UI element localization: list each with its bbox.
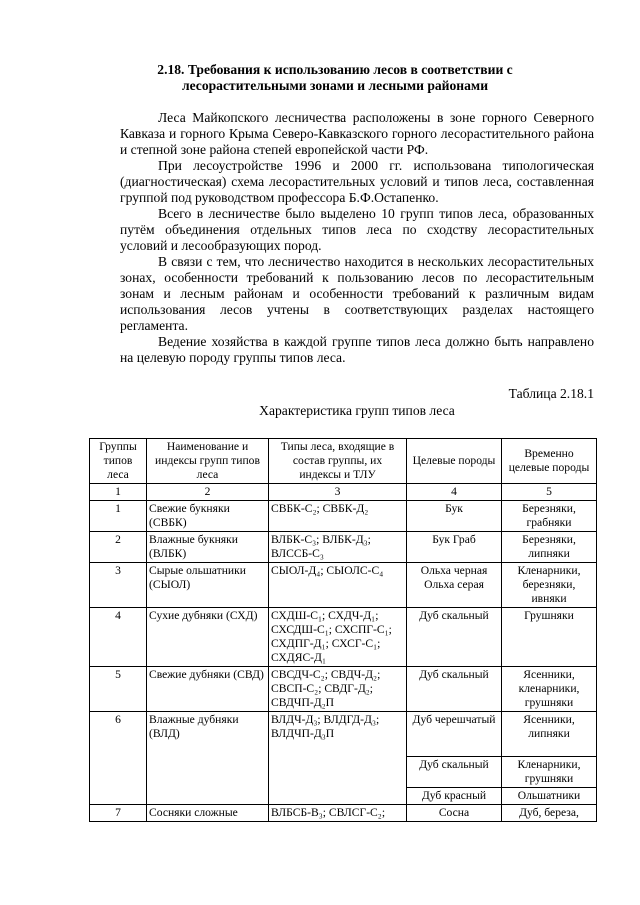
target-species: Бук <box>407 501 502 532</box>
temporary-species: Кленарники, грушняки <box>502 757 597 788</box>
column-header: Группы типов леса <box>90 439 147 484</box>
section-heading <box>100 62 570 94</box>
heading-line-2: лесорастительными зонами и лесными районами <box>181 78 489 93</box>
table-row <box>90 805 597 822</box>
group-types: СЫОЛ-Д₄; СЫОЛС-С₄ <box>269 563 407 608</box>
group-number: 4 <box>90 608 147 667</box>
table-row <box>90 608 597 667</box>
temporary-species: Березняки, липняки <box>502 532 597 563</box>
group-types: СВСДЧ-С₂; СВДЧ-Д₂; СВСП-С₂; СВДГ-Д₂; СВДЧП-Д₂П <box>269 667 407 712</box>
table-row <box>90 712 597 757</box>
group-number: 1 <box>90 501 147 532</box>
table-row <box>90 501 597 532</box>
temporary-species: Кленарники, березняки, ивняки <box>502 563 597 608</box>
group-name: Влажные букняки (ВЛБК) <box>147 532 269 563</box>
group-name: Сосняки сложные <box>147 805 269 822</box>
table-row <box>90 563 597 608</box>
temporary-species: Ясенники, липняки <box>502 712 597 757</box>
table-label: Таблица 2.18.1 <box>508 386 594 401</box>
paragraph: В связи с тем, что лесничество находится в нескольких лесорастительных зонах, особенности требований к пользованию лесов по лесорастительным зонам и лесным районам и особенности требований к различным видам использования лесов учтены в соответствующих разделах настоящего регламента. <box>120 254 594 333</box>
column-header: Целевые породы <box>407 439 502 484</box>
temporary-species: Дуб, береза, <box>502 805 597 822</box>
temporary-species: Грушняки <box>502 608 597 667</box>
table-header-row <box>90 439 597 484</box>
group-number: 5 <box>90 667 147 712</box>
group-types: ВЛБСБ-В₃; СВЛСГ-С₂; <box>269 805 407 822</box>
column-number: 1 <box>90 484 147 501</box>
temporary-species: Ольшатники <box>502 788 597 805</box>
paragraph: Всего в лесничестве было выделено 10 групп типов леса, образованных путём объединения отдельных типов леса по сходству лесорастительных условий и лесообразующих пород. <box>120 206 594 253</box>
group-number: 2 <box>90 532 147 563</box>
group-types: СХДШ-С₁; СХДЧ-Д₁; СХСДШ-С₁; СХСПГ-С₁; СХДПГ-Д₁; СХСГ-С₁; СХДЯС-Д₁ <box>269 608 407 667</box>
group-types: ВЛДЧ-Д₃; ВЛДГД-Д₃; ВЛДЧП-Д₃П <box>269 712 407 805</box>
heading-line-1: 2.18. Требования к использованию лесов в соответствии с <box>157 62 513 77</box>
column-number-row <box>90 484 597 501</box>
column-number: 2 <box>147 484 269 501</box>
column-header: Временно целевые породы <box>502 439 597 484</box>
target-species: Дуб скальный <box>407 608 502 667</box>
column-number: 3 <box>269 484 407 501</box>
column-header: Наименование и индексы групп типов леса <box>147 439 269 484</box>
group-number: 6 <box>90 712 147 805</box>
target-species: Дуб скальный <box>407 667 502 712</box>
forest-types-table <box>89 438 597 822</box>
target-species: Дуб красный <box>407 788 502 805</box>
column-header: Типы леса, входящие в состав группы, их индексы и ТЛУ <box>269 439 407 484</box>
group-types: СВБК-С₂; СВБК-Д₂ <box>269 501 407 532</box>
group-name: Свежие дубняки (СВД) <box>147 667 269 712</box>
target-species: Дуб черешчатый <box>407 712 502 757</box>
group-name: Сухие дубняки (СХД) <box>147 608 269 667</box>
group-number: 7 <box>90 805 147 822</box>
target-species: Дуб скальный <box>407 757 502 788</box>
paragraph: Ведение хозяйства в каждой группе типов леса должно быть направлено на целевую породу группы типов леса. <box>120 334 594 365</box>
target-species: Сосна <box>407 805 502 822</box>
column-number: 4 <box>407 484 502 501</box>
table-row <box>90 532 597 563</box>
temporary-species: Березняки, грабняки <box>502 501 597 532</box>
group-name: Свежие букняки (СВБК) <box>147 501 269 532</box>
group-types: ВЛБК-С₃; ВЛБК-Д₃; ВЛССБ-С₃ <box>269 532 407 563</box>
group-name: Влажные дубняки (ВЛД) <box>147 712 269 805</box>
table-row <box>90 667 597 712</box>
paragraph: Леса Майкопского лесничества расположены в зоне горного Северного Кавказа и горного Крыма Северо-Кавказского горного лесорастительного района и степной зоне района степей европейской части РФ. <box>120 110 594 157</box>
column-number: 5 <box>502 484 597 501</box>
group-number: 3 <box>90 563 147 608</box>
table-caption: Характеристика групп типов леса <box>259 403 455 418</box>
group-name: Сырые ольшатники (СЫОЛ) <box>147 563 269 608</box>
target-species: Бук Граб <box>407 532 502 563</box>
body-text <box>120 110 594 366</box>
target-species: Ольха черная Ольха серая <box>407 563 502 608</box>
temporary-species: Ясенники, кленарники, грушняки <box>502 667 597 712</box>
paragraph: При лесоустройстве 1996 и 2000 гг. использована типологическая (диагностическая) схема лесорастительных условий и типов леса, составленная группой под руководством профессора Б.Ф.Остапенко. <box>120 158 594 205</box>
